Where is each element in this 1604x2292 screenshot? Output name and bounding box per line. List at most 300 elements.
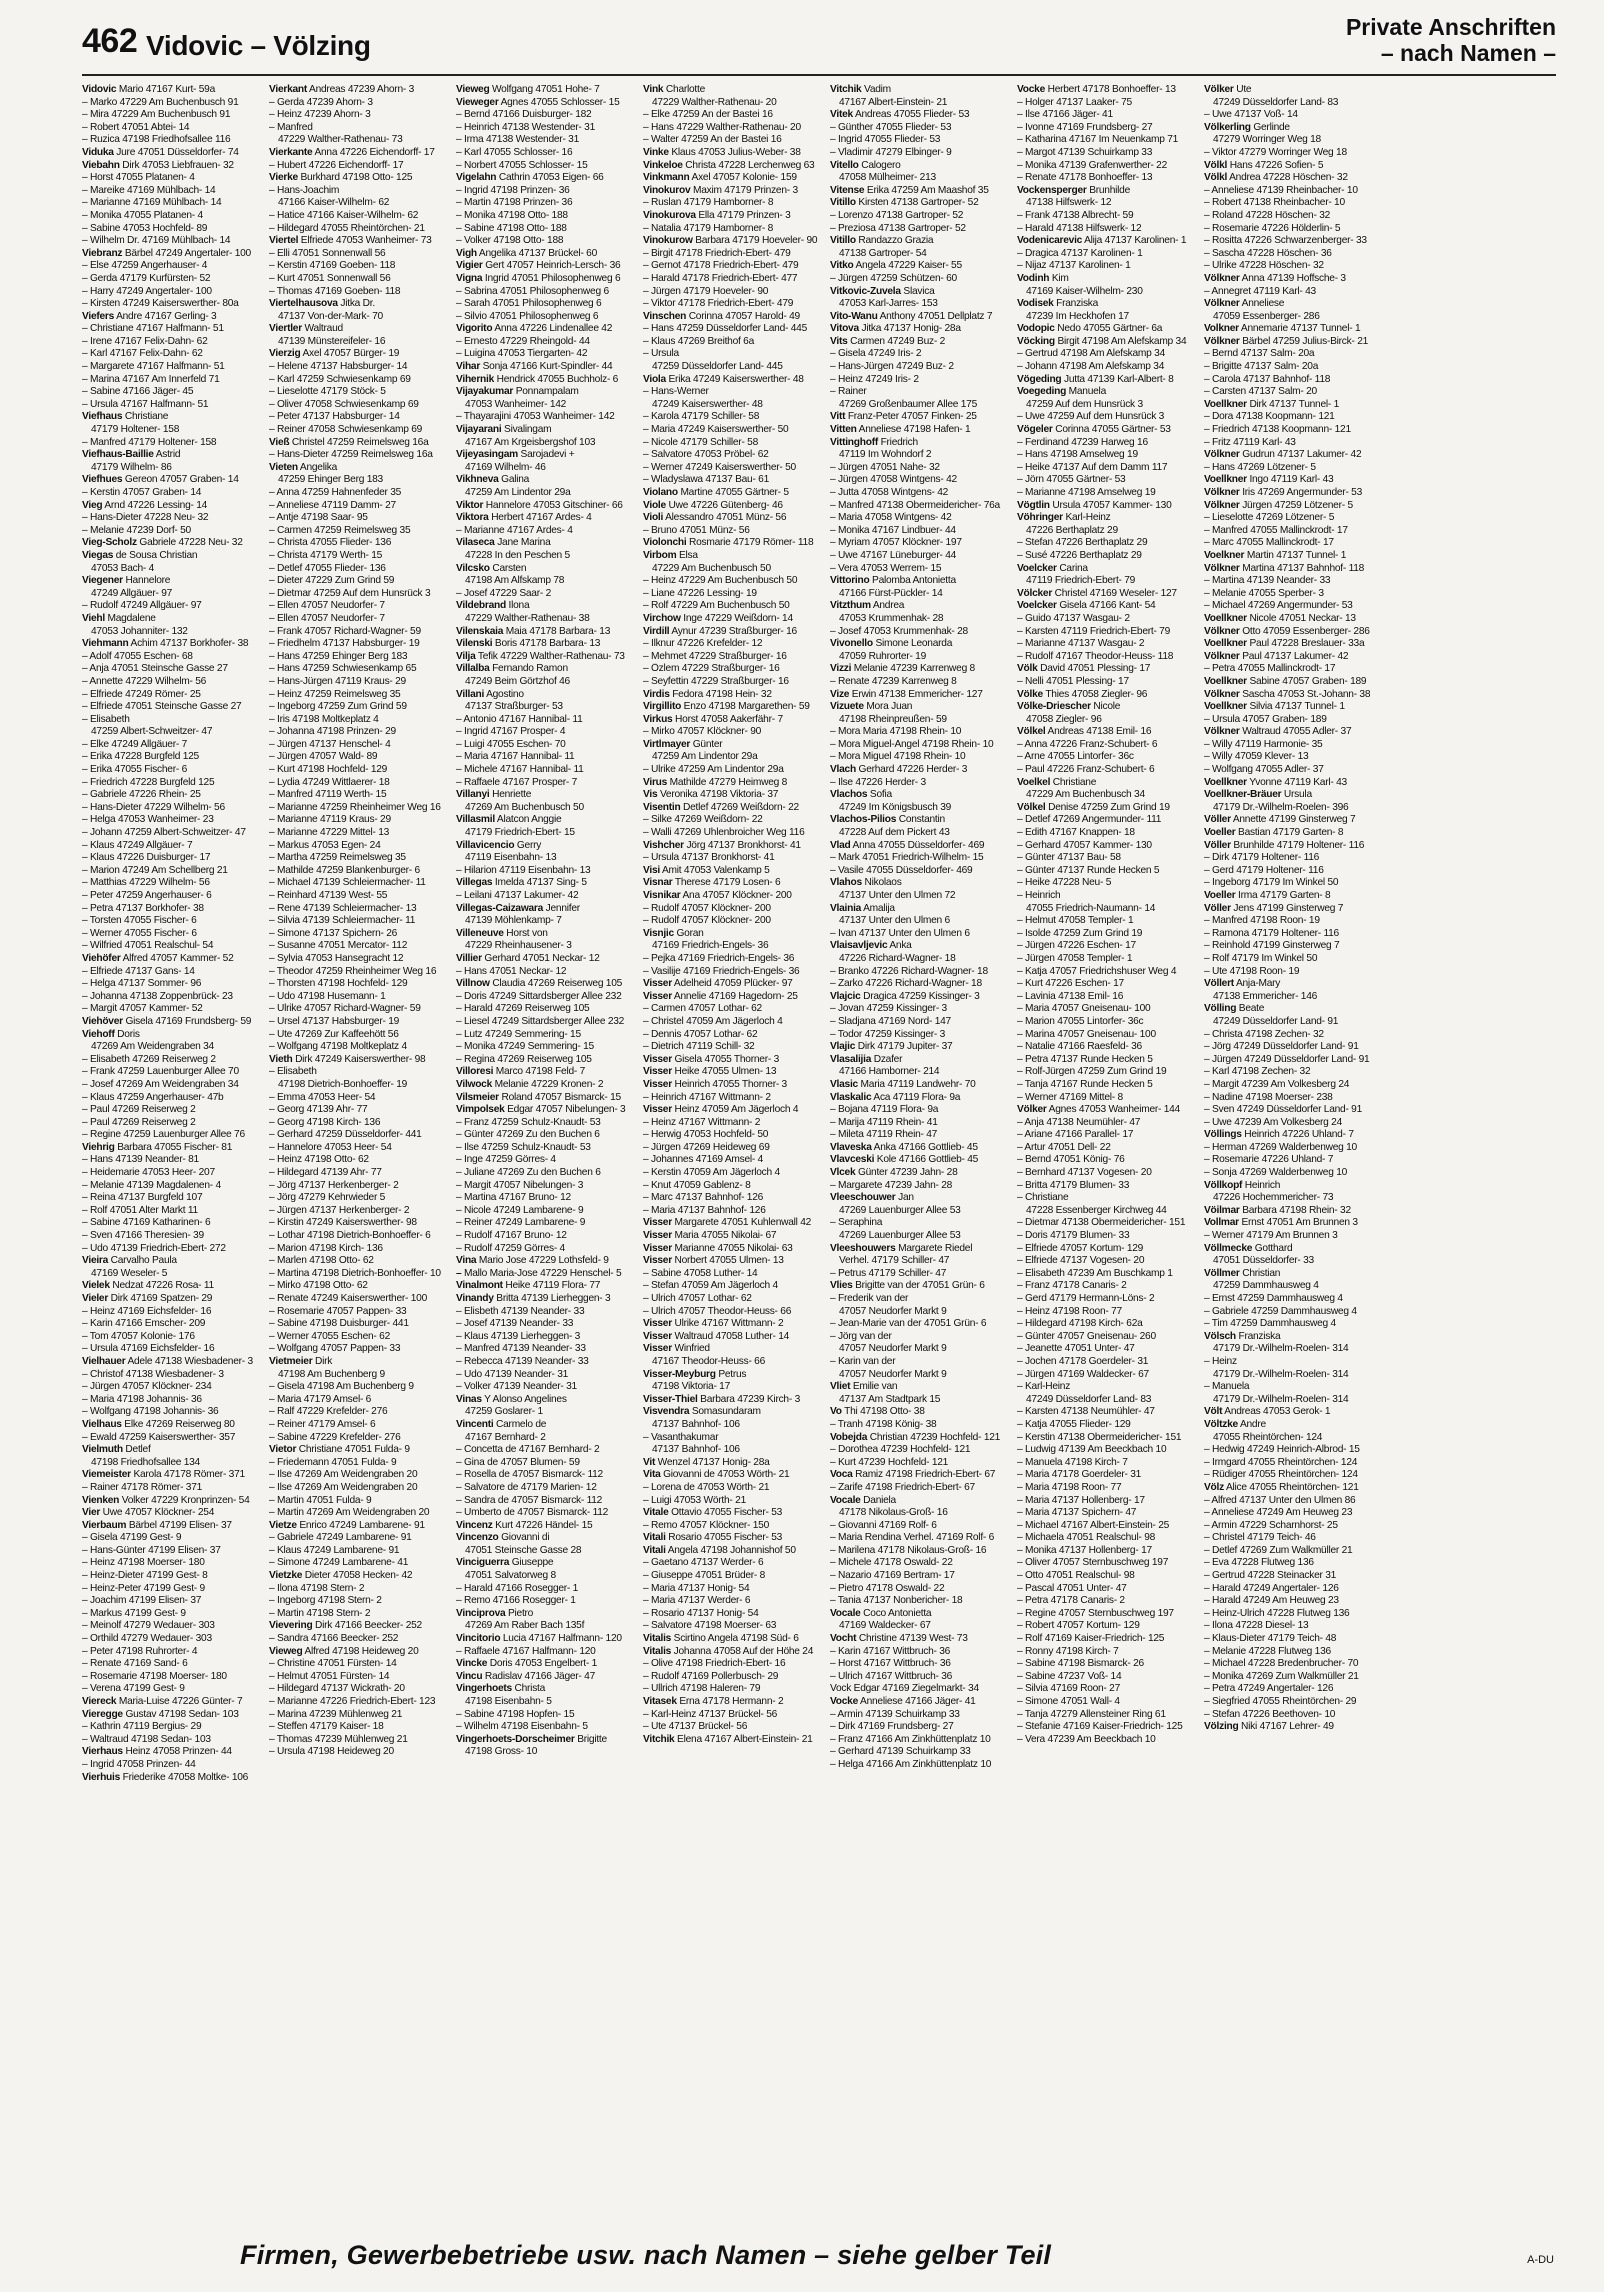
directory-entry: Visi Amit 47053 Valenkamp 5	[643, 864, 770, 876]
directory-entry: – Luigi 47053 Wörth- 21	[643, 1494, 746, 1506]
directory-entry: Vizuete Mora Juan	[830, 701, 913, 713]
directory-entry: – Jürgen 47058 Wintgens- 42	[830, 474, 957, 486]
directory-entry: Visser Adelheid 47059 Plücker- 97	[643, 978, 793, 990]
entry-surname: Voellkner	[1204, 638, 1247, 650]
directory-entry: – Carmen 47259 Reimelsweg 35	[269, 524, 411, 536]
directory-entry: – Heinz 47229 Am Buchenbusch 50	[643, 575, 798, 587]
entry-surname: Viefers	[82, 310, 115, 322]
directory-entry: – Mirko 47057 Klöckner- 90	[643, 726, 762, 738]
directory-entry: – Melanie 47139 Magdalenen- 4	[82, 1179, 221, 1191]
directory-entry: Voeller Bastian 47179 Garten- 8	[1204, 827, 1344, 839]
directory-entry: Vidovic Mario 47167 Kurt- 59a	[82, 84, 216, 95]
entry-surname: Vierkante	[269, 146, 313, 158]
entry-surname: Vingerhoets	[456, 1683, 512, 1695]
directory-entry: Vieira Carvalho Paula	[82, 1255, 177, 1267]
footer-banner: Firmen, Gewerbebetriebe usw. nach Namen – siehe gelber Teil	[240, 2240, 1052, 2270]
directory-entry: – Rudolf 47057 Klöckner- 200	[643, 915, 771, 927]
entry-surname: Vilaseca	[456, 537, 495, 549]
entry-surname: Viehoff	[82, 1028, 115, 1040]
directory-entry: Völling Beate	[1204, 1003, 1265, 1015]
directory-entry: – Frank 47138 Albrecht- 59	[1017, 209, 1134, 221]
directory-entry: – Dennis 47057 Lothar- 62	[643, 1028, 758, 1040]
directory-entry: 47198 Friedhofsallee 134	[91, 1456, 200, 1468]
directory-entry: Vihernik Hendrick 47055 Buchholz- 6	[456, 373, 619, 385]
directory-entry: – Wladyslawa 47137 Bau- 61	[643, 474, 770, 486]
entry-surname: Viduka	[82, 146, 114, 158]
directory-entry: Visser Norbert 47055 Ulmen- 13	[643, 1255, 784, 1267]
entry-surname: Visser-Meyburg	[643, 1368, 716, 1380]
directory-entry: Vikhneva Galina	[456, 474, 530, 486]
directory-entry: – Katharina 47167 Im Neuenkamp 71	[1017, 134, 1179, 146]
entry-surname: Vilja	[456, 650, 476, 662]
directory-entry: – Klaus 47226 Duisburger- 17	[82, 852, 211, 864]
directory-entry: – Hans 47259 Düsseldorfer Land- 445	[643, 323, 807, 335]
directory-entry: – Giuseppe 47051 Brüder- 8	[643, 1570, 766, 1582]
directory-entry: Villegas Imelda 47137 Sing- 5	[456, 877, 587, 889]
directory-entry: – Karl 47198 Zechen- 32	[1204, 1066, 1311, 1078]
directory-entry: 47167 Theodor-Heuss- 66	[652, 1355, 765, 1367]
entry-surname: Vlaveska	[830, 1141, 872, 1153]
directory-entry: Vlahos Nikolaos	[830, 877, 902, 889]
directory-entry: Völkner Otto 47059 Essenberger- 286	[1204, 625, 1370, 637]
directory-entry: Vinciguerra Giuseppe	[456, 1557, 554, 1569]
directory-entry: Vleeschouwer Jan	[830, 1192, 914, 1204]
directory-entry: 47259 Am Lindentor 29a	[465, 487, 571, 498]
directory-entry: Vierke Burkhard 47198 Otto- 125	[269, 172, 413, 184]
directory-entry: Visser Heinrich 47055 Thorner- 3	[643, 1078, 787, 1090]
directory-entry: Villeneuve Horst von	[456, 927, 548, 939]
entry-surname: Vieth	[269, 1053, 293, 1065]
directory-entry: Völlmecke Gotthard	[1204, 1242, 1293, 1254]
entry-surname: Vizzi	[830, 663, 852, 675]
directory-entry: Vieß Christel 47259 Reimelsweg 16a	[269, 436, 429, 448]
directory-entry: – Rene 47139 Schleiermacher- 13	[269, 902, 417, 914]
directory-entry: – Antje 47198 Saar- 95	[269, 512, 368, 524]
directory-entry: Vitali Rosario 47055 Fischer- 53	[643, 1532, 783, 1544]
directory-entry: – Hans 47259 Ehinger Berg 183	[269, 650, 408, 662]
entry-surname: Vobejda	[830, 1431, 868, 1443]
directory-entry: – Gertrud 47198 Am Alefskamp 34	[1017, 348, 1165, 360]
directory-entry: – Martin 47051 Fulda- 9	[269, 1494, 372, 1506]
entry-surname: Vitillo	[830, 235, 856, 247]
directory-entry: Visser Maria 47055 Nikolai- 67	[643, 1230, 777, 1242]
entry-surname: Viefhues	[82, 474, 123, 486]
directory-entry: Vlcek Günter 47239 Jahn- 28	[830, 1167, 958, 1179]
directory-entry: – Elisabeth 47269 Reiserweg 2	[82, 1053, 216, 1065]
entry-surname: Vodopic	[1017, 323, 1055, 335]
directory-entry: – Viktor 47279 Worringer Weg 18	[1204, 146, 1347, 158]
directory-entry: Voelcker Gisela 47166 Kant- 54	[1017, 600, 1156, 612]
entry-surname: Viemeister	[82, 1469, 131, 1481]
directory-entry: – Martina 47198 Dietrich-Bonhoeffer- 10	[269, 1267, 441, 1279]
directory-entry: – Heinrich 47167 Wittmann- 2	[643, 1091, 771, 1103]
directory-entry: – Horst 47167 Wittbruch- 36	[830, 1658, 951, 1670]
directory-entry: – Johann 47198 Am Alefskamp 34	[1017, 361, 1165, 373]
directory-entry: 47229 Am Buchenbusch 34	[1026, 789, 1145, 801]
entry-surname: Virtlmayer	[643, 738, 691, 750]
directory-entry: – Regine 47259 Lauenburger Allee 76	[82, 1129, 245, 1141]
entry-surname: Visser	[643, 1078, 672, 1090]
entry-surname: Vieten	[269, 461, 298, 473]
entry-surname: Vögeding	[1017, 373, 1062, 385]
directory-entry: – Karl-Heinz 47137 Brückel- 56	[643, 1708, 778, 1720]
directory-entry: Vietzke Dieter 47058 Hecken- 42	[269, 1570, 413, 1582]
directory-entry: – Ursel 47137 Habsburger- 19	[269, 1015, 400, 1027]
directory-entry: – Adolf 47055 Eschen- 68	[82, 650, 193, 662]
directory-entry: – Matthias 47229 Wilhelm- 56	[82, 877, 210, 889]
directory-entry: Vilwock Melanie 47229 Kronen- 2	[456, 1078, 604, 1090]
directory-entry: – Lothar 47198 Dietrich-Bonhoeffer- 6	[269, 1230, 431, 1242]
entry-surname: Voeller	[1204, 890, 1236, 901]
directory-entry: – Katja 47057 Friedrichshuser Weg 4	[1017, 965, 1177, 977]
entry-surname: Villani	[456, 688, 485, 700]
directory-entry: – Pietro 47178 Oswald- 22	[830, 1582, 945, 1594]
entry-surname: Vlasic	[830, 1078, 858, 1090]
entry-surname: Völkner	[1204, 298, 1240, 310]
directory-entry: 47169 Kaiser-Wilhelm- 230	[1026, 285, 1143, 297]
directory-entry: 47053 Wanheimer- 142	[465, 398, 567, 410]
directory-entry: Völk David 47051 Plessing- 17	[1017, 663, 1151, 675]
directory-entry: 47229 Walther-Rathenau- 73	[278, 134, 403, 146]
entry-surname: Voellkner	[1204, 612, 1247, 624]
directory-entry: – Melanie 47055 Sperber- 3	[1204, 587, 1324, 599]
entry-surname: Viertler	[269, 323, 302, 335]
directory-entry: Vits Carmen 47249 Buz- 2	[830, 335, 945, 347]
entry-surname: Vitkovic-Zuvela	[830, 285, 901, 297]
directory-entry: – Oliver 47058 Schwiesenkamp 69	[269, 398, 419, 410]
directory-entry: – Hans-Jürgen 47249 Buz- 2	[830, 361, 954, 373]
directory-entry: – Monika 47198 Otto- 188	[456, 209, 568, 221]
directory-entry: 47137 Am Stadtpark 15	[839, 1393, 941, 1405]
directory-entry: – Holger 47137 Laaker- 75	[1017, 96, 1132, 108]
directory-entry: – Monika 47139 Grafenwerther- 22	[1017, 159, 1167, 171]
directory-entry: Vievering Dirk 47166 Beecker- 252	[269, 1620, 422, 1632]
directory-entry: Visser Ulrike 47167 Wittmann- 2	[643, 1318, 784, 1330]
directory-entry: Vöcking Birgit 47198 Am Alefskamp 34	[1017, 335, 1187, 347]
directory-entry: – Salvatore 47198 Moerser- 63	[643, 1620, 777, 1632]
directory-entry: – Georg 47139 Ahr- 77	[269, 1104, 368, 1116]
directory-entry: – Thomas 47169 Goeben- 118	[269, 285, 401, 297]
directory-entry: Visser Winfried	[643, 1343, 710, 1355]
directory-entry: – Joachim 47199 Elisen- 37	[82, 1595, 202, 1607]
directory-entry: – Silvia 47139 Schleiermacher- 11	[269, 915, 416, 927]
directory-entry: – Peter 47259 Angerhauser- 6	[82, 890, 212, 901]
directory-entry: – Ilona 47198 Stern- 2	[269, 1582, 365, 1594]
directory-entry: Völkner Paul 47137 Lakumer- 42	[1204, 650, 1349, 662]
directory-entry: – Harald 47249 Am Heuweg 23	[1204, 1595, 1339, 1607]
directory-entry: – Theodor 47259 Rheinheimer Weg 16	[269, 965, 437, 977]
entry-surname: Viktora	[456, 512, 489, 524]
directory-entry: Voelkner Martin 47137 Tunnel- 1	[1204, 549, 1347, 561]
directory-entry: – Viktor 47178 Friedrich-Ebert- 479	[643, 298, 794, 310]
entry-surname: Völt	[1204, 1406, 1223, 1418]
directory-entry: – Gerhard 47259 Düsseldorfer- 441	[269, 1129, 422, 1141]
entry-surname: Viertel	[269, 235, 299, 247]
directory-entry: – Marianne 47226 Friedrich-Ebert- 123	[269, 1696, 436, 1707]
directory-entry: – Karl 47055 Schlosser- 16	[456, 146, 573, 158]
entry-surname: Vittinghoff	[830, 436, 878, 448]
directory-entry: – Michael 47139 Schleiermacher- 11	[269, 877, 426, 889]
directory-entry: Vilenskaia Maia 47178 Barbara- 13	[456, 625, 611, 637]
directory-entry: – Gerd 47179 Hermann-Löns- 2	[1017, 1293, 1155, 1304]
directory-entry: – Mileta 47119 Rhein- 47	[830, 1129, 938, 1141]
directory-entry: Vock Edgar 47169 Ziegelmarkt- 34	[830, 1683, 979, 1695]
directory-entry: 47228 In den Peschen 5	[465, 549, 570, 561]
directory-entry: – Helmut 47051 Fürsten- 14	[269, 1670, 390, 1682]
directory-entry: – Hans-Dieter 47229 Wilhelm- 56	[82, 801, 225, 813]
directory-entry: – Walter 47259 An der Bastei 16	[643, 134, 782, 146]
directory-entry: 47198 Viktoria- 17	[652, 1381, 730, 1393]
directory-entry: – Wilhelm 47198 Eisenbahn- 5	[456, 1721, 588, 1733]
directory-entry: – Jean-Marie van der 47051 Grün- 6	[830, 1318, 987, 1330]
directory-entry: – Elke 47249 Allgäuer- 7	[82, 738, 188, 750]
directory-entry: – Reina 47137 Burgfeld 107	[82, 1192, 203, 1204]
directory-entry: – Willy 47059 Klever- 13	[1204, 751, 1309, 763]
entry-surname: Viehöver	[82, 1015, 123, 1027]
entry-surname: Vigh	[456, 247, 477, 259]
directory-entry: – Rosemarie 47198 Moerser- 180	[82, 1670, 227, 1682]
directory-entry: – Fritz 47119 Karl- 43	[1204, 436, 1296, 448]
directory-entry: – Hans 47051 Neckar- 12	[456, 965, 567, 977]
directory-entry: – Ilse 47166 Jäger- 41	[1017, 109, 1113, 121]
directory-entry: 47138 Gartroper- 54	[839, 247, 927, 259]
entry-surname: Vivonello	[830, 638, 873, 650]
directory-entry: 47051 Steinsche Gasse 28	[465, 1544, 582, 1556]
directory-entry: 47249 Beim Görtzhof 46	[465, 675, 570, 687]
directory-entry: – Wilhelm Dr. 47169 Mühlbach- 14	[82, 235, 231, 247]
entry-surname: Vinalmont	[456, 1280, 503, 1292]
entry-surname: Vierke	[269, 172, 298, 184]
directory-entry: – Tranh 47198 König- 38	[830, 1418, 937, 1430]
directory-entry: Vizzi Melanie 47239 Karrenweg 8	[830, 663, 975, 675]
directory-entry: – Martin 47198 Stern- 2	[269, 1607, 371, 1619]
directory-entry: – Heinz-Dieter 47199 Gest- 8	[82, 1570, 208, 1582]
entry-surname: Volkner	[1204, 323, 1239, 335]
entry-surname: Virgillito	[643, 701, 682, 713]
directory-entry: – Stefan 47059 Am Jägerloch 4	[643, 1280, 778, 1292]
directory-entry: 47053 Johanniter- 132	[91, 625, 188, 637]
directory-entry: – Elisabeth	[269, 1066, 317, 1078]
directory-entry: – Thorsten 47198 Hochfeld- 129	[269, 978, 408, 990]
entry-surname: Vijayarani	[456, 424, 502, 436]
directory-entry: – Werner 47179 Am Brunnen 3	[1204, 1230, 1338, 1242]
directory-entry: – Paul 47269 Reiserweg 2	[82, 1116, 196, 1128]
directory-entry: – Sabine 47198 Duisburger- 441	[269, 1318, 409, 1330]
directory-entry: – Ramona 47179 Holtener- 116	[1204, 927, 1339, 939]
directory-entry: Vinalmont Heike 47119 Flora- 77	[456, 1280, 601, 1292]
directory-entry: – Tania 47137 Nonbericher- 18	[830, 1595, 963, 1607]
directory-entry: – Kirsten 47249 Kaiserswerther- 80a	[82, 298, 239, 310]
directory-entry: Vlies Brigitte van der 47051 Grün- 6	[830, 1280, 985, 1292]
directory-entry: – Ernesto 47229 Rheingold- 44	[456, 335, 590, 347]
directory-entry: Visser-Thiel Barbara 47239 Kirch- 3	[643, 1393, 800, 1405]
directory-entry: Vita Giovanni de 47053 Wörth- 21	[643, 1469, 790, 1481]
directory-entry: – Udo 47139 Neander- 31	[456, 1368, 569, 1380]
directory-entry: 47229 Walther-Rathenau- 20	[652, 96, 777, 108]
directory-entry: Virbom Elsa	[643, 549, 698, 561]
directory-entry: – Hatice 47166 Kaiser-Wilhelm- 62	[269, 209, 419, 221]
directory-entry: 47249 Kaiserswerther- 48	[652, 398, 763, 410]
entry-surname: Vize	[830, 688, 850, 700]
directory-entry: Vieweg Wolfgang 47051 Hohe- 7	[456, 84, 600, 95]
entry-surname: Völlmecke	[1204, 1242, 1253, 1254]
directory-entry: – Sven 47166 Theresien- 39	[82, 1230, 204, 1242]
directory-entry: – Ralf 47229 Krefelder- 276	[269, 1406, 388, 1418]
directory-entry: – Christof 47138 Wiesbadener- 3	[82, 1368, 224, 1380]
entry-surname: Vielmuth	[82, 1444, 123, 1456]
directory-entry: Vimpolsek Edgar 47057 Nibelungen- 3	[456, 1104, 626, 1116]
directory-entry: – Kurt 47226 Eschen- 17	[1017, 978, 1124, 990]
directory-entry: – Ingrid 47055 Flieder- 53	[830, 134, 941, 146]
directory-entry: – Jürgen 47057 Klöckner- 234	[82, 1381, 212, 1393]
directory-entry: – Josef 47053 Krummenhak- 28	[830, 625, 968, 637]
entry-surname: Voelkel	[1017, 776, 1051, 788]
directory-entry: – Rosario 47137 Honig- 54	[643, 1607, 759, 1619]
entry-surname: Vo	[830, 1406, 842, 1418]
directory-entry: Viegas de Sousa Christian	[82, 549, 198, 561]
directory-entry: – Martina 47139 Neander- 33	[1204, 575, 1331, 587]
directory-entry: Voellkner Dirk 47137 Tunnel- 1	[1204, 398, 1340, 410]
directory-entry: Vlachos-Pilios Constantin	[830, 814, 945, 826]
directory-entry: Vlaskalic Aca 47119 Flora- 9a	[830, 1091, 961, 1103]
directory-entry: – Rudolf 47259 Görres- 4	[456, 1242, 565, 1254]
directory-entry: Viemeister Karola 47178 Römer- 371	[82, 1469, 245, 1481]
entry-surname: Voellkner	[1204, 776, 1247, 788]
directory-entry: Vöhringer Karl-Heinz	[1017, 512, 1111, 524]
directory-entry: Vinke Klaus 47053 Julius-Weber- 38	[643, 146, 801, 158]
entry-surname: Vit	[643, 1456, 656, 1468]
directory-entry: Völtzke Andre	[1204, 1418, 1266, 1430]
directory-entry: – Manuela 47198 Kirch- 7	[1017, 1456, 1128, 1468]
directory-entry: – Renate 47169 Sand- 6	[82, 1658, 188, 1670]
entry-surname: Vöhringer	[1017, 512, 1063, 524]
directory-entry: – Norbert 47055 Schlosser- 15	[456, 159, 588, 171]
entry-surname: Visser	[643, 1066, 672, 1078]
directory-entry: – Kerstin 47169 Goeben- 118	[269, 260, 396, 272]
directory-entry: – Detlef 47269 Zum Walkmüller 21	[1204, 1544, 1353, 1556]
directory-entry: Völker Agnes 47053 Wanheimer- 144	[1017, 1104, 1180, 1116]
directory-entry: Viertler Waltraud	[269, 323, 343, 335]
directory-entry: Vocale Daniela	[830, 1494, 896, 1506]
directory-entry: – Elisabeth 47239 Am Buschkamp 1	[1017, 1267, 1173, 1279]
directory-entry: Vijayakumar Ponnampalam	[456, 386, 579, 398]
directory-entry: Völke-Driescher Nicole	[1017, 701, 1121, 713]
directory-entry: – Elfriede 47137 Gans- 14	[82, 965, 195, 977]
directory-entry: 47226 Berthaplatz 29	[1026, 524, 1118, 536]
directory-entry: Völkel Denise 47259 Zum Grind 19	[1017, 801, 1170, 813]
directory-entry: Vlaisavljevic Anka	[830, 940, 912, 952]
directory-entry: – Hedwig 47249 Heinrich-Albrod- 15	[1204, 1444, 1360, 1456]
directory-entry: – Monika 47167 Lindbuer- 44	[830, 524, 956, 536]
entry-surname: Vink	[643, 84, 664, 95]
directory-entry: Viehöfer Alfred 47057 Kammer- 52	[82, 952, 234, 964]
directory-entry: – Karola 47179 Schiller- 58	[643, 411, 760, 423]
directory-entry: – Else 47259 Angerhauser- 4	[82, 260, 208, 272]
directory-columns	[82, 84, 1556, 2194]
directory-entry: 47179 Holtener- 158	[91, 424, 180, 436]
directory-entry: – Pascal 47051 Unter- 47	[1017, 1582, 1127, 1594]
directory-entry: – Gabriele 47226 Rhein- 25	[82, 789, 201, 801]
directory-entry: – Britta 47179 Blumen- 33	[1017, 1179, 1130, 1191]
directory-entry: – Rudolf 47057 Klöckner- 200	[643, 902, 771, 914]
directory-entry: – Antonio 47167 Hannibal- 11	[456, 713, 583, 725]
directory-entry: – Ronny 47198 Kirch- 7	[1017, 1645, 1119, 1657]
directory-entry: – Jürgen 47169 Waldecker- 67	[1017, 1368, 1149, 1380]
entry-surname: Villavicencio	[456, 839, 515, 851]
entry-surname: Völke-Driescher	[1017, 701, 1091, 713]
directory-entry: – Manfred 47198 Roon- 19	[1204, 915, 1320, 927]
directory-entry: – Elisbeth 47139 Neander- 33	[456, 1305, 585, 1317]
entry-surname: Vockensperger	[1017, 184, 1087, 196]
entry-surname: Vincenzo	[456, 1532, 499, 1544]
directory-entry: – Stefanie 47169 Kaiser-Friedrich- 125	[1017, 1721, 1183, 1733]
entry-surname: Vieweger	[456, 96, 499, 108]
directory-entry: – Hans 47269 Lötzener- 5	[1204, 461, 1316, 473]
directory-entry: – Petra 47178 Canaris- 2	[1017, 1595, 1125, 1607]
directory-entry: 47269 Am Weidengraben 34	[91, 1041, 214, 1053]
directory-entry: 47179 Dr.-Wilhelm-Roelen- 314	[1213, 1343, 1349, 1355]
directory-entry: 47249 Düsseldorfer Land- 83	[1026, 1393, 1152, 1405]
entry-surname: Vlainia	[830, 902, 862, 914]
directory-entry: – Harald 47166 Rosegger- 1	[456, 1582, 579, 1594]
directory-entry: Voegeding Manuela	[1017, 386, 1106, 398]
directory-entry: 47259 Ehinger Berg 183	[278, 474, 383, 486]
directory-entry: – Natalia 47179 Hamborner- 8	[643, 222, 774, 234]
directory-column-2	[269, 84, 449, 2194]
entry-surname: Visnjic	[643, 927, 674, 939]
directory-entry: Viktor Hannelore 47053 Gitschiner- 66	[456, 499, 623, 511]
entry-surname: Vieg-Scholz	[82, 537, 137, 549]
directory-entry: Voellkner Nicole 47051 Neckar- 13	[1204, 612, 1356, 624]
section-title-line2: – nach Namen –	[1380, 40, 1556, 66]
directory-entry: – Brigitte 47137 Salm- 20a	[1204, 361, 1319, 373]
directory-entry: – Maria 47178 Goerdeler- 31	[1017, 1469, 1142, 1481]
directory-entry: 47059 Essenberger- 286	[1213, 310, 1320, 322]
directory-entry: – Maria 47198 Johannis- 36	[82, 1393, 202, 1405]
directory-entry: Vocke Herbert 47178 Bonhoeffer- 13	[1017, 84, 1176, 95]
directory-entry: – Steffen 47179 Kaiser- 18	[269, 1721, 384, 1733]
directory-entry: 47198 Am Buchenberg 9	[278, 1368, 385, 1380]
directory-entry: – Harald 47269 Reiserweg 105	[456, 1003, 590, 1015]
directory-entry: – Ingeborg 47259 Zum Grind 59	[269, 701, 407, 713]
directory-entry: – Liane 47226 Lessing- 19	[643, 587, 757, 599]
directory-entry: – Mathilde 47259 Blankenburger- 6	[269, 864, 420, 876]
directory-entry: – Monika 47249 Semmering- 15	[456, 1041, 594, 1053]
directory-entry: – Margarete 47239 Jahn- 28	[830, 1179, 953, 1191]
directory-entry: Vieg-Scholz Gabriele 47228 Neu- 32	[82, 537, 243, 549]
directory-entry: – Michele 47178 Oswald- 22	[830, 1557, 953, 1569]
directory-entry: – Pejka 47169 Friedrich-Engels- 36	[643, 952, 795, 964]
directory-entry: – Renate 47239 Karrenweg 8	[830, 675, 957, 687]
directory-entry: Vlainia Amalija	[830, 902, 895, 914]
directory-entry: – Herwig 47053 Hochfeld- 50	[643, 1129, 769, 1141]
directory-entry: – Manfred 47179 Holtener- 158	[82, 436, 217, 448]
directory-entry: – Franz 47166 Am Zinkhüttenplatz 10	[830, 1733, 991, 1745]
entry-surname: Visser	[643, 1053, 672, 1065]
directory-entry: – Jörn 47055 Gärtner- 53	[1017, 474, 1126, 486]
directory-entry: – Robert 47138 Rheinbacher- 10	[1204, 197, 1345, 209]
entry-surname: Virkus	[643, 713, 673, 725]
directory-entry: – Ulrike 47057 Richard-Wagner- 59	[269, 1003, 421, 1015]
directory-entry: Viehöver Gisela 47169 Frundsberg- 59	[82, 1015, 252, 1027]
directory-entry: – Tanja 47167 Runde Hecken 5	[1017, 1078, 1153, 1090]
entry-surname: Vierhaus	[82, 1746, 123, 1758]
directory-entry: – Rainer 47178 Römer- 371	[82, 1481, 203, 1493]
directory-entry: Vockensperger Brunhilde	[1017, 184, 1130, 196]
directory-entry: Vigier Gert 47057 Heinrich-Lersch- 36	[456, 260, 621, 272]
directory-entry: – Günter 47137 Bau- 58	[1017, 852, 1121, 864]
directory-entry: 47166 Fürst-Pückler- 14	[839, 587, 943, 599]
